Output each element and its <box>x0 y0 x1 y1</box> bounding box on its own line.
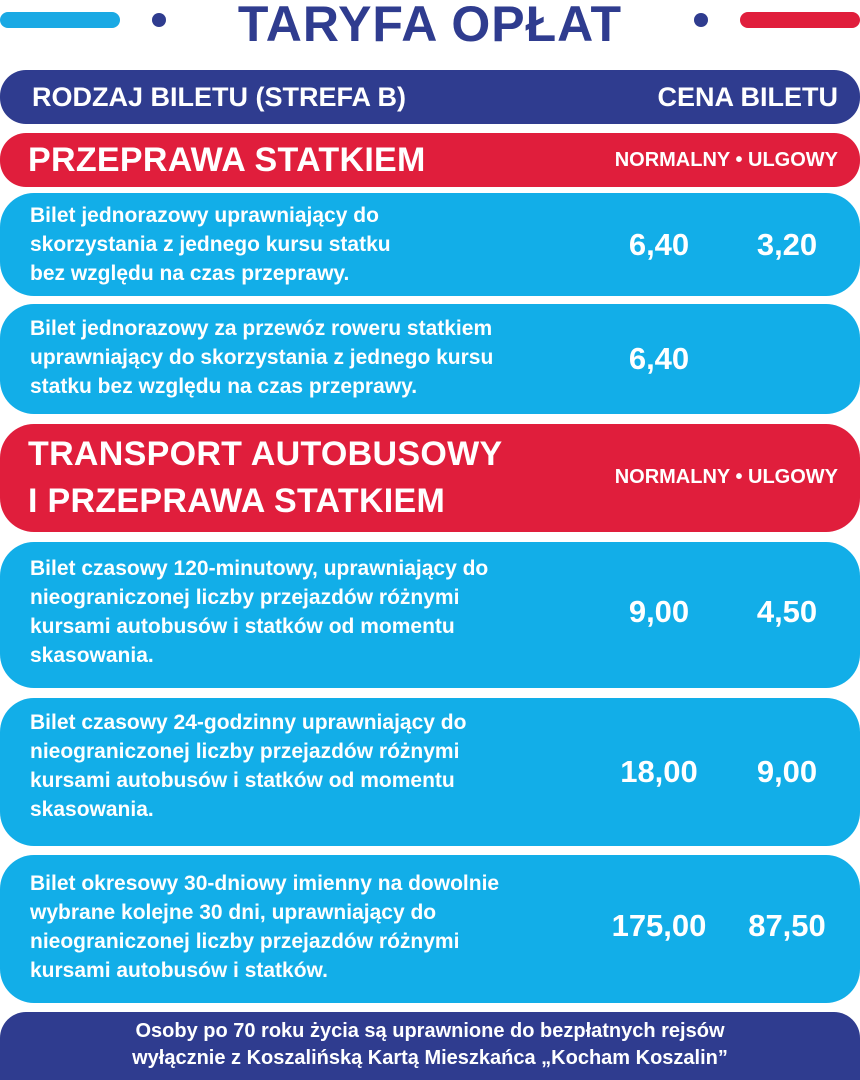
price-reduced: 87,50 <box>748 908 826 943</box>
table-header <box>0 70 860 124</box>
price-normal: 18,00 <box>620 754 698 789</box>
footer-note <box>0 1012 860 1080</box>
footer-line-1: Osoby po 70 roku życia są uprawnione do bezpłatnych rejsów <box>135 1020 725 1042</box>
footer-line-2: wyłącznie z Koszalińską Kartą Mieszkańca „Kocham Koszalin” <box>132 1047 728 1069</box>
fare-row <box>0 542 860 688</box>
fare-row <box>0 698 860 846</box>
fare-description: Bilet czasowy 24-godzinny uprawniający do nieograniczonej liczby przejazdów różnymi kursami autobusów i statków od momentu skasowania. <box>30 711 467 821</box>
fare-description: Bilet jednorazowy uprawniający do skorzystania z jednego kursu statku bez względu na czas przeprawy. <box>30 204 391 285</box>
fare-description: Bilet okresowy 30-dniowy imienny na dowolnie wybrane kolejne 30 dni, uprawniający do nieograniczonej liczby przejazdów różnymi kursami autobusów i statków. <box>30 872 500 982</box>
fare-description: Bilet czasowy 120-minutowy, uprawniający do nieograniczonej liczby przejazdów różnymi kursami autobusów i statków od momentu skasowania. <box>30 557 489 667</box>
price-columns-label: NORMALNY • ULGOWY <box>614 466 838 488</box>
decorative-red-stripe <box>740 12 860 28</box>
price-normal: 175,00 <box>611 908 707 943</box>
page-title: TARYFA OPŁAT <box>237 0 623 52</box>
section-title-line-1: TRANSPORT AUTOBUSOWY <box>28 435 503 473</box>
fare-row <box>0 304 860 414</box>
fare-description: Bilet jednorazowy za przewóz roweru statkiem uprawniający do skorzystania z jednego kursu statku bez względu na czas przeprawy. <box>30 317 494 398</box>
section-title-line-2: I PRZEPRAWA STATKIEM <box>28 482 446 520</box>
price-reduced: 4,50 <box>756 594 818 629</box>
section-header-ship <box>0 133 860 187</box>
fare-row <box>0 193 860 296</box>
price-normal: 6,40 <box>628 341 690 376</box>
price-normal: 9,00 <box>628 594 690 629</box>
ticket-price-header: CENA BILETU <box>657 82 838 112</box>
section-title: PRZEPRAWA STATKIEM <box>28 141 426 179</box>
price-columns-label: NORMALNY • ULGOWY <box>614 149 838 171</box>
ticket-type-header: RODZAJ BILETU (STREFA B) <box>32 82 406 112</box>
price-reduced: 9,00 <box>756 754 818 789</box>
price-reduced: 3,20 <box>756 227 818 262</box>
section-header-bus-ship <box>0 424 860 532</box>
price-normal: 6,40 <box>628 227 690 262</box>
decorative-dot-right <box>694 13 708 27</box>
fare-row <box>0 855 860 1003</box>
